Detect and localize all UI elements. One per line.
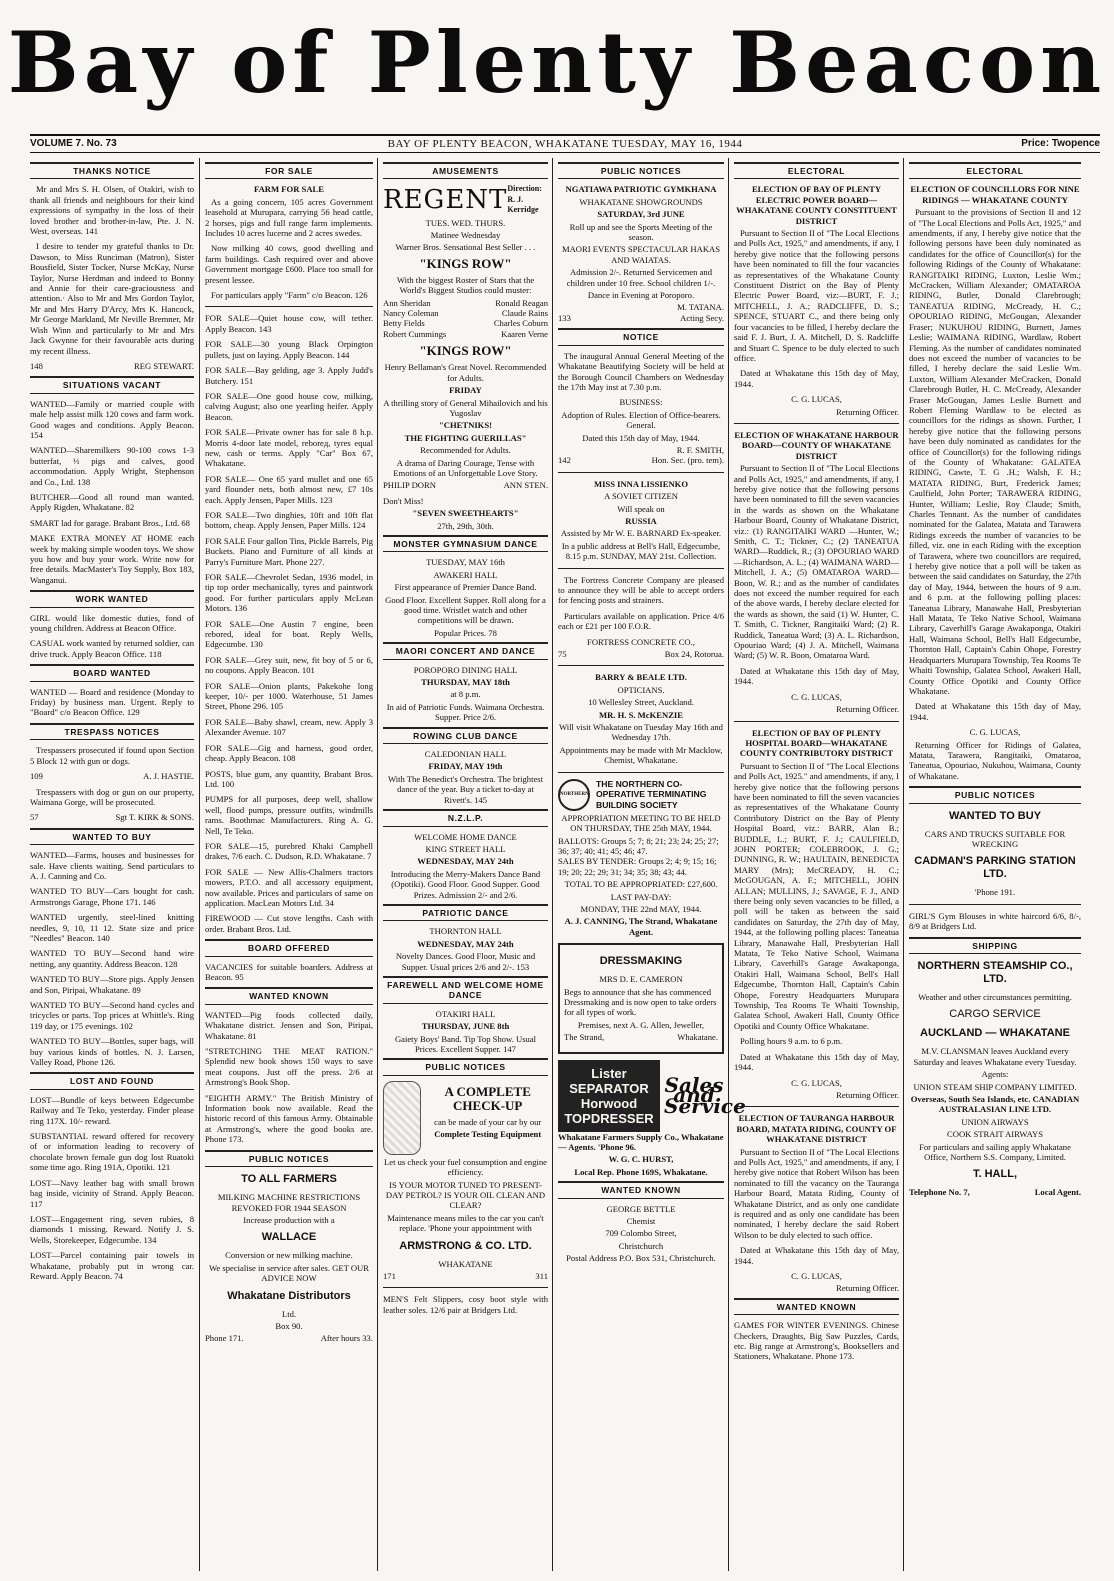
ad-text: CARS AND TRUCKS SUITABLE FOR WRECKING [924,828,1066,849]
notice-text: Dated at Whakatane this 15th day of May, 1944. [734,1051,899,1073]
section-heading: WANTED TO BUY [30,828,194,845]
divider [734,721,899,722]
divider [558,568,724,569]
column-5 [734,158,899,1571]
classified-ad: FIREWOOD — Cut stove lengths. Cash with order. Brabant Bros. Ltd. [205,913,373,934]
ad-text: Good Floor. Excellent Supper. Roll along for a good time. Wristlet watch and other competitions will be drawn. [385,594,546,626]
brand-name: SEPARATOR [569,1080,649,1096]
theatre-direction: Direction: R. J. Kerridge [507,184,542,215]
ad-text: GEORGE BETTLE [606,1203,676,1214]
film-title: "KINGS ROW" [419,255,512,271]
ad-text: As a going concern, 105 acres Government leasehold at Murupara, carrying 56 head cattle, 2 horses, pigs and full range farm implements. Includes 10 acres lucerne and 2 acres swedes. [205,196,373,239]
event-venue: OTAKIRI HALL [435,1008,496,1019]
phone-number: Telephone No. 7, [909,1187,970,1198]
section-heading: PUBLIC NOTICES [205,1150,373,1167]
ad-signature-title: Returning Officer. [836,704,899,715]
ad-text: Warner Bros. Sensational Best Seller . . . [395,242,536,253]
notice-heading: ELECTION OF BAY OF PLENTY HOSPITAL BOARD—WHAKATANE COUNTY CONTRIBUTORY DISTRICT [739,727,894,759]
brand-name: TOPDRESSER [564,1110,654,1126]
classified-ad: LOST—Navy leather bag with small brown bag inside, vicinity of Strand. Apply Beacon. 117 [30,1177,194,1209]
cast-member: Ronald Reagan [495,297,548,308]
classified-ad: FOR SALE—Baby shawl, cream, new. Apply 3 Alexander Avenue. 107 [205,716,373,738]
after-hours-number: After hours 33. [320,1333,373,1344]
agent-name: T. HALL, [973,1168,1017,1181]
event-venue: POROPORO DINING HALL [413,664,518,675]
ad-text: Introducing the Merry-Makers Dance Band (Opotiki). Good Floor. Good Supper. Good Prizes. Admission 2/- and 2/6. [390,868,541,900]
ad-text: Particulars available on application. Price 4/6 each or £21 per 100 F.O.R. [558,610,724,632]
lister-logo [558,1060,660,1132]
ad-text: APPROPRIATION MEETING TO BE HELD ON THURSDAY, THE 25th MAY, 1944. [561,812,721,834]
notice-text: Pursuant to Section II of "The Local Elections and Polls Act, 1925." and amendments, if any, I hereby give notice that the following persons have been nominated to fill the seven vacancies as representatives of the Whakatane County Contributory District on the Bay of Plenty Hospital Board, viz.: BARR, Alan B.; BUDDLE, L.; BURT, F. J.; CAULFIELD, JOHN PORTER; COLEBROOK, J. G.; DUNNING, R. W.; HAULTAIN, BENEDICTA MARY (Mrs); McCREADY, H. C.; McGOUGAN, A. F.; MITCHELL, JOHN ALLAN; MULLINS, J.; SAVAGE, F. J., AND there being only seven vacancies to be filled, a poll will be taken as between the said candidates on Saturday, the 27th day of May, 1944, at the following polling places: Taneatua Library, Manawahe Hall, Presbyterian Hall Matata, Te Teko Native School, Waimana Library, Caverhill's Garage Awakaponga, Otakiri Hall, Waimana School, Bell's Hall Edgecumbe, Thornton Hall, Captain's Cabin Ohope, Forestry Headquarters Murupara Township, Tea Rooms Te Whaiti Township, Galatea School, Awakeri Hall, County Office Opotiki and County Office Whakatane. [734,760,899,1031]
section-heading: PUBLIC NOTICES [909,786,1081,803]
notice-text: Pursuant to Section II of "The Local Elections and Polls Act, 1925," and amendments, if any, I hereby give notice that the following persons have been nominated to fill the four vacancies as representatives of the Whakatane County Constituent District on the Bay of Plenty Electric Power Board, viz:—BURT, F. J.; MITCHELL, J. A.; RADCLIFFE, D. S.; SPENCE, STUART C., and there being only four vacancies to be filled, I hereby declare the said F. J. Burt, J. A. Mitchell, D. S. Radcliffe and Stuart C. Spence to be duly elected to such office. [734,228,899,363]
cast-member: ANN STEN. [503,480,548,491]
classified-ad: FOR SALE—Gig and harness, good order, cheap. Apply Beacon. 108 [205,742,373,764]
ad-text: With The Benedict's Orchestra. The brightest dance of the year. Buy a ticket to-day at Rivett's. 145 [387,773,544,805]
ad-text: Local Rep. Phone 169S, Whakatane. [574,1166,708,1177]
ad-text: MAORI EVENTS SPECTACULAR HAKAS AND WAIATAS. [561,244,721,265]
ad-text: Agents: [981,1069,1009,1080]
ad-number: 57 [30,812,39,823]
divider [558,472,724,473]
film-title: "SEVEN SWEETHEARTS" [412,508,519,519]
section-heading: MONSTER GYMNASIUM DANCE [383,535,548,552]
company-name: Whakatane Distributors [227,1289,351,1302]
ad-number: 148 [30,360,43,371]
notice-text: Pursuant to Section II of "The Local Elections and Polls Act, 1925," and amendments, if any, I hereby give notice that Robert Wilson has been nominated to fill the vacancy on the Tauranga Harbour Board, Matata Riding, County of Whakatane District, and as only one candidate is required and as only one candidate has been nominated, I hereby declare the said Robert Wilson to be duly elected to such office. [734,1146,899,1240]
phone-number: 171 [383,1271,396,1282]
price: Price: Twopence [1021,138,1100,149]
ad-text: Complete Testing Equipment [434,1129,542,1140]
ad-text: The Strand, [564,1032,605,1043]
ad-text: OPTICIANS. [617,684,665,695]
classified-ad: GAMES FOR WINTER EVENINGS. Chinese Checkers, Draughts, Big Saw Puzzles, Cards, etc. Big range at Armstrong's, Booksellers and Stationers, Whakatane. Phone 173. [734,1320,899,1362]
ad-signature: C. G. LUCAS, [791,691,842,702]
section-heading: SITUATIONS VACANT [30,376,194,393]
divider [734,1106,899,1107]
theatre-name: REGENT [383,184,508,215]
volume-number: VOLUME 7. No. 73 [30,138,117,149]
ad-text: Now milking 40 cows, good dwelling and farm buildings. Cash required over and above Government mortgage £600. Place too small for present lessee. [205,243,373,285]
divider [909,904,1081,905]
classified-ad: FOR SALE—Two dinghies, 10ft and 10ft flat bottom, cheap. Apply Jensen, Paper Mills. 124 [205,509,373,531]
ad-signature: A. J. HASTIE. [143,771,194,782]
event-title: WELCOME HOME DANCE [414,831,517,842]
classified-ad: FOR SALE—One Austin 7 engine, been rebored, ideal for boat. Reply Wells, Edgecumbe. 130 [205,618,373,650]
ad-signature-title: Returning Officer. [836,1089,899,1100]
ad-text: MONDAY, THE 22nd MAY, 1944. [580,903,702,914]
classified-ad: FOR SALE Four gallon Tins, Pickle Barrels, Pig Buckets. Piano and Furniture of all kinds at Parry's Furniture Mart. Phone 227. [205,535,373,567]
notice-heading: ELECTION OF TAURANGA HARBOUR BOARD, MATATA RIDING, COUNTY OF WHAKATANE DISTRICT [736,1113,897,1145]
event-venue: WHAKATANE SHOWGROUNDS [579,196,703,207]
event-venue: KING STREET HALL [425,843,506,854]
ad-heading: WANTED TO BUY [948,809,1042,822]
notice-text: Polling hours 9 a.m. to 6 p.m. [740,1036,843,1047]
column-rule [903,158,904,1571]
ad-number: 75 [558,649,567,660]
ad-text: A SOVIET CITIZEN [604,491,678,502]
classified-ad: FOR SALE—Quiet house cow, will tether. Apply Beacon. 143 [205,313,373,334]
company-location: WHAKATANE [438,1258,493,1269]
company-name: CADMAN'S PARKING STATION LTD. [914,855,1076,881]
classified-ad: GIRL would like domestic duties, fond of young children. Address at Beacon Office. [30,612,194,634]
ad-text: Weather and other circumstances permitting. [918,992,1072,1002]
ad-text: COOK STRAIT AIRWAYS [947,1129,1043,1140]
section-heading: WANTED KNOWN [734,1298,899,1315]
notice-text: Dated at Whakatane this 15th day of May, 1944. [734,1245,899,1266]
masthead [0,8,1114,118]
classified-ad: WANTED—Farms, houses and businesses for sale. Have clients waiting. Send particulars to A. J. Canning and Co. [30,850,194,881]
classified-ad: PUMPS for all purposes, deep well, shallow well, flood pumps, pressure outfits, windmills rams. Boothmac Manufacturers. Ring A. G. Nell, Te Teko. [205,794,373,836]
cast-member: Claude Rains [501,308,548,319]
classified-ad: LOST—Engagement ring, seven rubies, 8 diamonds 1 missing. Reward. Notify J. S. Wells, Storekeeper, Edgecumbe. 134 [30,1213,194,1245]
column-6 [909,158,1081,1571]
ad-text: Henry Bellaman's Great Novel. Recommended for Adults. [384,362,547,383]
ad-text: Conversion or new milking machine. [225,1250,353,1261]
dateline [30,134,1100,153]
company-name: NORTHERN STEAMSHIP CO., LTD. [917,960,1073,985]
classified-ad: FOR SALE—30 young Black Orpington pullets, just on laying. Apply Beacon. 144 [205,339,373,360]
ad-text: In aid of Patriotic Funds. Waimana Orchestra. Supper. Price 2/6. [386,701,545,723]
route: AUCKLAND — WHAKATANE [920,1027,1070,1040]
ad-text: BALLOTS: Groups 5; 7; 8; 21; 23; 24; 25; 27; 36; 37; 40; 41; 45; 46; 47. [558,835,719,856]
classified-ad: WANTED—Sharemilkers 90-100 cows 1-3 butterfat, ⅓ pigs and calves, good accommodation. Apply Wright, Stephenson and Co., Ltd. 138 [30,445,194,487]
ad-signature-title: Returning Officer for Ridings of Galatea, Matata, Tarawera, Rangitaiki, Omataroa, Taneatua, Opouriao, Nukuhou, Waimana, County of Whakatane. [909,739,1081,781]
ad-signature: C. G. LUCAS, [791,394,842,405]
event-date: FRIDAY, MAY 19th [428,761,503,772]
section-heading: THANKS NOTICE [30,162,194,179]
ad-text: Whakatane. [677,1032,718,1043]
divider [205,306,373,307]
classified-ad: Trespassers with dog or gun on our property, Waimana Gorge, will be prosecuted. [30,786,194,807]
ad-text: The Fortress Concrete Company are pleased to announce they will be able to accept orders for fencing posts and strainers. [558,574,724,606]
notice-heading: ELECTION OF BAY OF PLENTY ELECTRIC POWER BOARD—WHAKATANE COUNTY CONSTITUENT DISTRICT [736,184,897,226]
ad-text: With the biggest Roster of Stars that the World's Biggest Studios could muster: [396,274,535,296]
cast-member: Charles Coburn [493,318,548,329]
section-heading: WORK WANTED [30,590,194,607]
section-heading: WANTED KNOWN [205,987,373,1004]
ad-text: MR. H. S. McKENZIE [598,709,684,720]
cast-member: Kaaren Verne [501,328,548,339]
section-heading: FOR SALE [205,162,373,179]
classified-ad: GIRL'S Gym Blouses in white haircord 6/6, 8/-, 8/9 at Bridgers Ltd. [909,910,1081,932]
ad-signature: M. TATANA. [677,302,724,313]
classified-ad: MAKE EXTRA MONEY AT HOME each week by making simple wooden toys. We show you how and buy your work. Write now for free details. MacMaster's Toy Supply, Box 183, Wanganui. [30,533,194,585]
ad-heading: A COMPLETE CHECK-UP [444,1083,531,1113]
ad-signature-title: Hon. Sec. (pro. tem). [651,455,724,466]
column-rule [199,158,200,1571]
cast-member: Robert Cummings [383,328,447,339]
ad-text: 10 Wellesley Street, Auckland. [588,697,694,708]
speaker-name: MISS INNA LISSIENKO [593,478,689,489]
classified-ad: WANTED—Pig foods collected daily, Whakatane district. Jensen and Son, Piripai, Whakatane. 81 [205,1009,373,1041]
section-heading: ELECTORAL [734,162,899,179]
cast-member: Nancy Coleman [383,308,439,319]
classified-ad: FOR SALE—Grey suit, new, fit boy of 5 or 6, no coupons. Apply Beacon. 101 [205,654,373,676]
company-name: ARMSTRONG & CO. LTD. [399,1239,532,1252]
ad-text: Let us check your fuel consumption and engine efficiency. [384,1156,547,1178]
classified-ad: "EIGHTH ARMY." The British Ministry of Information book now available. Read the historic record of this famous Army. Obtainable at Armstrong's, where the good books are. Phone 173. [205,1092,373,1145]
classified-ad: WANTED TO BUY—Bottles, super bags, will buy various kinds of bottles. N. J. Larsen, Valley Road, Phone 126. [30,1036,194,1068]
ad-text: W. G. C. HURST, [608,1154,674,1165]
ad-text: Will speak on [617,503,665,514]
ad-text: MRS D. E. CAMERON [599,974,683,985]
classified-ad: VACANCIES for suitable boarders. Address at Beacon. 95 [205,961,373,982]
ad-text: Recommended for Adults. [420,445,511,456]
classified-ad: FOR SALE—One good house cow, milking, calving August; also one yearling heifer. Apply Beacon. [205,390,373,422]
event-title: NGATIAWA PATRIOTIC GYMKHANA [565,184,717,195]
ad-text: 709 Colombo Street, [605,1228,677,1239]
ad-text: Chemist [626,1216,656,1227]
show-dates: 27th, 29th, 30th. [437,520,494,531]
notice-heading: ELECTION OF WHAKATANE HARBOUR BOARD—COUNTY OF WHAKATANE DISTRICT [734,429,899,461]
company-name: BARRY & BEALE LTD. [595,672,687,683]
column-2 [205,158,373,1571]
ad-text: Popular Prices. 78 [434,627,497,638]
notice-text: Adoption of Rules. Election of Office-bearers. General. [561,409,721,431]
ad-text: M.V. CLANSMAN leaves Auckland every Saturday and leaves Whakatane every Tuesday. [913,1046,1077,1067]
divider [558,772,724,773]
phone-number: 311 [535,1271,548,1282]
ad-text: A thrilling story of General Mihailovich and his Yugoslav [383,397,548,418]
phone-number: Phone 171. [205,1333,244,1344]
section-heading: N.Z.L.P. [383,809,548,826]
classified-ad: FOR SALE—Onion plants, Pakekohe long keeper, 10/- per 1000. Waterhouse, 51 James Street, Phone 296. 105 [205,680,373,712]
ad-signature-title: Returning Officer. [836,1283,899,1294]
classified-ad: WANTED urgently, steel-lined knitting needles, 9, 10, 11 12. State size and price "Needles" Beacon. 140 [30,912,194,943]
film-title: "CHETNIKS! [438,420,492,431]
classified-ad: WANTED TO BUY—Second hand cycles and tricycles or parts. Top prices at Whittle's. Ring 119 day, or 175 evenings. 102 [30,1000,194,1031]
divider [734,423,899,424]
classified-ad: LOST—Parcel containing pair towels in Whakatane, probably put in wrong car. Reward. Apply Beacon. 74 [30,1250,194,1281]
ad-signature: R. F. SMITH, [676,444,724,455]
column-4 [558,158,746,1571]
ad-text: In a public address at Bell's Hall, Edgecumbe, 8.15 p.m. SUNDAY, MAY 21st. Collection. [561,540,721,562]
ad-text: We specialise in service after sales. GET OUR ADVICE NOW [209,1262,369,1284]
ad-text: TOTAL TO BE APPROPRIATED: £27,600. [564,879,718,890]
ad-text: Don't Miss! [383,495,424,506]
ad-number: 142 [558,455,571,466]
company-name: FORTRESS CONCRETE CO., [587,636,695,647]
ad-heading: CARGO SERVICE [949,1008,1041,1021]
ad-text: Postal Address P.O. Box 531, Christchurch. [566,1253,716,1264]
event-date: SATURDAY, 3rd JUNE [597,209,685,220]
notice-text: Dated this 15th day of May, 1944. [582,432,700,443]
classified-ad: FOR SALE—Bay gelding, age 3. Apply Judd's Butchery. 151 [205,365,373,386]
agent-title: Local Agent. [1034,1187,1081,1198]
classified-ad: Trespassers prosecuted if found upon Section 5 Block 12 with gun or dogs. [30,745,194,766]
show-days: TUES. WED. THURS. [425,217,506,228]
mechanic-illustration [383,1081,421,1155]
classified-ad: WANTED—Family or married couple with male help assist milk 120 cows and farm work. Good wages and conditions. Apply Beacon. 154 [30,398,194,440]
cast-member: PHILIP DORN [383,480,436,491]
ad-signature: REG STEWART. [134,360,194,371]
ad-text: Ltd. [281,1308,297,1319]
cast-member: Betty Fields [383,318,425,329]
brand-name: WALLACE [261,1231,317,1244]
ad-text: Appointments may be made with Mr Macklow, Chemist, Whakatane. [559,744,723,766]
classified-ad: CASUAL work wanted by returned soldier, can drive truck. Apply Beacon Office. 118 [30,638,194,659]
notice-text: BUSINESS: [619,397,663,408]
notice-text: Dated at Whakatane this 15th day of May, 1944. [909,701,1081,722]
notice-text: Pursuant to Section II of "The Local Elections and Polls Act, 1925," and amendments, if any, I hereby give notice that the following persons have been nominated to fill the seven vacancies in the wards as shown on the Whakatane Harbour Board, County of Whakatane District, viz.: (1) RANGITAIKI WARD —Hunter, W.; Smith, C. T.; Tickner, C.; (2) TANEATUA WARD—Ruddick, R.; (3) OPOURIAO WARD —Richardson, A. L.; (4) WAIMANA WARD—Mitchell, J. A.; (5) OMATAROA WARD—Boon, W. R.; and as the number of candidates does not exceed the number required for each of the above wards, I hereby declare elected for the wards as shown, the said (1) W. Hunter, C. T. Smith, C. Tickner, Rangitaiki Ward; (2) R. Ruddick, Taneatua Ward; (3) A. L. Richardson, Opouriao Ward; (4) J. A. Mitchell, Waimana Ward; (5) W. R. Boon, Omataroa Ward. [734,463,899,661]
event-date: TUESDAY, MAY 16th [426,557,505,568]
ad-text: Overseas, South Sea Islands, etc. CANADIAN AUSTRALASIAN LINE LTD. [910,1094,1080,1115]
section-heading: ELECTORAL [909,162,1081,179]
classified-ad: FOR SALE — New Allis-Chalmers tractors mowers, P.T.O. and all accessory equipment, now available. Prices and particulars of same on application. MacLean Motors Ltd. 34 [205,866,373,908]
classified-ad: BUTCHER—Good all round man wanted. Apply Rigden, Whakatane. 82 [30,491,194,513]
classified-ad: WANTED TO BUY—Cars bought for cash. Armstrongs Garage, Phone 171. 146 [30,886,194,907]
section-heading: MAORI CONCERT AND DANCE [383,642,548,659]
section-heading: BOARD WANTED [30,664,194,681]
divider [383,1287,548,1288]
ad-signature-title: Returning Officer. [836,406,899,417]
film-title: THE FIGHTING GUERILLAS" [404,432,527,443]
classified-ad: POSTS, blue gum, any quantity, Brabant Bros. Ltd. 100 [205,768,373,789]
classified-ad: SUBSTANTIAL reward offered for recovery of or information leading to recovery of chocolate brown female gun dog lost Ruatoki some time ago. Ring 191A, Opotiki. 121 [30,1131,194,1173]
notice-heading: ELECTION OF COUNCILLORS FOR NINE RIDINGS — WHAKATANE COUNTY [910,184,1080,205]
section-heading: SHIPPING [909,937,1081,954]
ad-text: SALES BY TENDER: Groups 2; 4; 9; 15; 16; 19; 20; 22; 29; 31; 34; 35; 38; 43; 44. [558,856,717,877]
ad-heading: TO ALL FARMERS [241,1173,337,1186]
column-1 [30,158,194,1571]
section-heading: AMUSEMENTS [383,162,548,179]
classified-ad: I desire to tender my grateful thanks to Dr. Dawson, to Miss Runciman (Matron), Sister Bousfield, Sister Tocker, Nurse McKay, Nurse Taylor, Nurse Herdman and indeed to Bonny and Annie for their care-graciousness and attention.· Also to Mr and Mrs Gordon Taylor, Mr and Mrs Harry D'Arcy, Mrs K. Hancock, Mr George Markland, Mr Neville Bremner, Mr Wish Winn and particularly to Mr and Mrs Jack Gwynne for their favourable acts during my recent illness. [30,241,194,356]
notice-text: Dated at Whakatane this 15th day of May, 1944. [734,665,899,687]
ad-text: Dance in Evening at Poroporo. [587,290,695,301]
notice-text: The inaugural Annual General Meeting of the Whakatane Beautifying Society will be held at the Borough Council Chambers on Wednesday the 17th May inst at 7.30 p.m. [558,350,724,392]
section-heading: NOTICE [558,328,724,345]
film-title: "KINGS ROW" [419,343,512,359]
ad-text: Christchurch [618,1240,664,1251]
notice-text: Pursuant to the provisions of Section II and 12 of "The Local Elections and Polls Act, 1925," and amendments, if any, I hereby give notice that the following persons have been duly nominated as candidates for the office of Councillor(s) for the following Ridings of the County of Whakatane: RANGITAIKI RIDING, Luxton, Leslie Wm.; McCracken, William Alexander; OMATAROA RIDING, Butler, Donald Clarebrough; TANEATUA RIDING, McCready, H. C.; OPOURIAO RIDING, McGougan, Alexander Fraser; NUKUHOU RIDING, Burnett, James Leslie; WAIMANA RIDING, Wardlaw, Robert Fleming. As the number of candidates nominated does not exceed the number of vacancies to be filled, I hereby declare the said Leslie Wm. Luxton, William Alexander McCracken, Donald Clarebrough Butler, H. C. McCready, Alexander Fraser McGougan, James Leslie Burnett and Robert Fleming Wardlaw to be elected as councillors for the ridings as shown. Further, I hereby give notice that the following persons have been duly nominated as candidates for the office of Councillor(s) for the following ridings of the County of Whakatane: GALATEA RIDING, Cawte, T. G .H.; Walsh, F. H.; MATATA RIDING, Burt, Frederick James; Caulfield, John Porter; TARAWERA RIDING, Hunter, William; Leslie, Roy Claude; Smith, Charles Tennant. As the number of candidates nominated for the Galatea, Matata and Tarawera Ridings exceeds the number of vacancies to be filled, viz. one in each Riding with the exception of Tarawera, where two councillors are required, I hereby give notice that a poll will be taken as between the said candidates on Saturday, the 27th day of May, 1944, between the hours of 9 a.m. and 6 p.m. at the following polling places: Taneatua Library, Manawahe Hall, Presbyterian Hall Matata, Te Teko Native School, Waimana Library, Caverhill's Garage Awakaponga, Otakiri Hall, Waimana School, Bell's Hall Edgecumbe, Thornton Hall, Captain's Cabin Ohope, Forestry Headquarters Murupara Township, Tea Rooms Te Whaiti Township, Galatea School, Awakeri Hall, County Office Opotiki and County Office Whakatane. [909,207,1081,696]
classified-ad: WANTED TO BUY—Store pigs. Apply Jensen and Son, Piripai, Whakatane. 89 [30,974,194,995]
brand-name: Lister [591,1065,627,1081]
section-heading: ROWING CLUB DANCE [383,727,548,744]
classified-ad: FOR SALE—Chevrolet Sedan, 1936 model, in tip top order mechanically, tyres and paintwork good. For further particulars apply McLean Motors. 136 [205,572,373,614]
classified-ad: FOR SALE—Private owner has for sale 8 h.p. Morris 4-door late model, reboreд, tyres equal new, cash or terms. Apply "Car" Box 67, Whakatane. [205,427,373,469]
ad-text: Admission 2/-. Returned Servicemen and children under 10 free. School children 1/-. [566,267,716,288]
classified-ad: Mr and Mrs S. H. Olsen, of Otakiri, wish to thank all friends and neighbours for their kind expressions of sympathy in the loss of their loved brother and brother-in-law, Pte. J. N. West, overseas. 141 [30,184,194,237]
classified-ad: WANTED TO BUY—Second hand wire netting, any quantity. Address Beacon. 128 [30,948,194,969]
event-date: THURSDAY, MAY 18th [421,677,510,688]
ad-text: LAST PAY-DAY: [610,891,672,902]
column-3 [383,158,548,1571]
company-name: THE NORTHERN CO-OPERATIVE TERMINATING BUILDING SOCIETY [596,779,707,810]
ad-text: Whakatane Farmers Supply Co., Whakatane— Agents. 'Phone 96. [558,1131,724,1152]
building-society-logo: NORTHERN [558,779,590,811]
ad-text: RUSSIA [625,515,657,526]
ad-number: 133 [558,312,571,323]
section-heading: PUBLIC NOTICES [383,1058,548,1075]
section-heading: PUBLIC NOTICES [558,162,724,179]
ad-text: Begs to announce that she has commenced Dressmaking and is now open to take orders for all types of work. [564,986,717,1018]
ad-text: A. J. CANNING, The Strand, Whakatane Agent. [564,916,718,937]
section-heading: FAREWELL AND WELCOME HOME DANCE [383,976,548,1004]
classified-ad: MEN'S Felt Slippers, cosy boot style with leather soles. 12/6 pair at Bridgers Ltd. [383,1294,548,1315]
column-rule [728,158,729,1571]
classified-ad: FOR SALE—15, purebred Khaki Campbell drakes, 7/6 each. C. Dudson, R.D. Whakatane. 7 [205,840,373,862]
dateline-text: BAY OF PLENTY BEACON, WHAKATANE TUESDAY, MAY 16, 1944 [387,138,743,150]
ad-text: Box 90. [275,1320,303,1331]
event-date: THURSDAY, JUNE 8th [421,1021,510,1032]
sales-service-script: Sales and Service [664,1072,746,1118]
event-venue: CALEDONIAN HALL [424,749,507,760]
ad-text: Assisted by Mr W. E. BARNARD Ex-speaker. [560,528,722,539]
ad-signature: C. G. LUCAS, [969,727,1021,738]
ad-text: Increase production with a [243,1214,335,1225]
masthead-title: Bay of Plenty Beacon [7,13,1107,112]
ad-text: A drama of Daring Courage, Tense with Emotions of an Unforgettable Love Story. [393,457,538,478]
ad-signature: Sgt T. KIRK & SONS. [115,812,194,823]
ad-text: MILKING MACHINE RESTRICTIONS REVOKED FOR 1944 SEASON [217,1192,361,1213]
event-time: at 8 p.m. [450,689,481,700]
ad-signature-title: Acting Secy. [680,312,724,323]
classified-ad: "STRETCHING THE MEAT RATION." Splendid new book shows 150 ways to save meat coupons. Just off the press. 2/6 at Armstrong's Book Shop. [205,1046,373,1088]
notice-text: Dated at Whakatane this 15th day of May, 1944. [734,368,899,389]
ad-text: Premises, next A. G. Allen, Jeweller, [577,1019,705,1030]
event-venue: THORNTON HALL [429,926,502,937]
ad-text: can be made of your car by our [434,1116,542,1127]
dressmaking-ad [558,943,724,1053]
ad-text: Will visit Whakatane on Tuesday May 16th and Wednesday 17th. [559,722,723,743]
phone-number: 'Phone 191. [974,887,1016,898]
section-heading: PATRIOTIC DANCE [383,904,548,921]
ad-heading: FARM FOR SALE [253,184,325,195]
ad-number: 109 [30,771,43,782]
classified-ad: LOST—Bundle of keys between Edgecumbe Railway and Te Teko, yesterday. Finder please ring 117X. 10/- reward. [30,1094,194,1126]
section-heading: LOST AND FOUND [30,1072,194,1089]
ad-text: For particulars apply "Farm" c/o Beacon. 126 [211,290,368,301]
company-address: Box 24, Rotorua. [664,649,724,660]
ad-text: UNION STEAM SHIP COMPANY LIMITED. [913,1081,1077,1092]
ad-text: Roll up and see the Sports Meeting of the season. [569,221,713,243]
ad-text: Maintenance means miles to the car you can't replace. 'Phone your appointment with [387,1212,544,1234]
classified-ad: SMART lad for garage. Brabant Bros., Ltd. 68 [30,517,190,528]
classified-ad: WANTED — Board and residence (Monday to Friday) by business man. Urgent. Reply to "Board" c/o Beacon Office. 129 [30,686,194,718]
show-day: FRIDAY [449,385,482,396]
ad-text: IS YOUR MOTOR TUNED TO PRESENT-DAY PETROL? IS YOUR OIL CLEAN AND CLEAR? [385,1179,546,1211]
ad-text: First appearance of Premier Dance Band. [394,582,537,593]
brand-name: Horwood [580,1095,638,1111]
classified-ad: FOR SALE— One 65 yard mullet and one 65 yard flounder nets, both almost new, £7 10s each. Apply Jensen, Paper Mills. 123 [205,473,373,505]
cast-member: Ann Sheridan [383,297,431,308]
column-rule [377,158,378,1571]
section-heading: BOARD OFFERED [205,939,373,956]
ad-text: For particulars and sailing apply Whakatane Office, Northern S.S. Company, Limited. [919,1141,1071,1163]
divider [558,665,724,666]
section-heading: WANTED KNOWN [558,1181,724,1198]
event-date: WEDNESDAY, MAY 24th [417,856,514,867]
event-date: WEDNESDAY, MAY 24th [417,938,514,949]
column-rule [552,158,553,1571]
ad-heading: DRESSMAKING [599,955,683,968]
event-venue: AWAKERI HALL [433,569,498,580]
ad-signature: C. G. LUCAS, [791,1271,842,1281]
ad-text: Matinee Wednesday [430,230,501,241]
ad-text: Novelty Dances. Good Floor, Music and Supper. Usual prices 2/6 and 2/-. 153 [395,951,536,972]
ad-text: Gaiety Boys' Band. Tip Top Show. Usual Prices. Excellent Supper. 147 [394,1033,537,1054]
section-heading: TRESPASS NOTICES [30,723,194,740]
ad-text: UNION AIRWAYS [961,1116,1029,1127]
ad-signature: C. G. LUCAS, [791,1077,842,1088]
